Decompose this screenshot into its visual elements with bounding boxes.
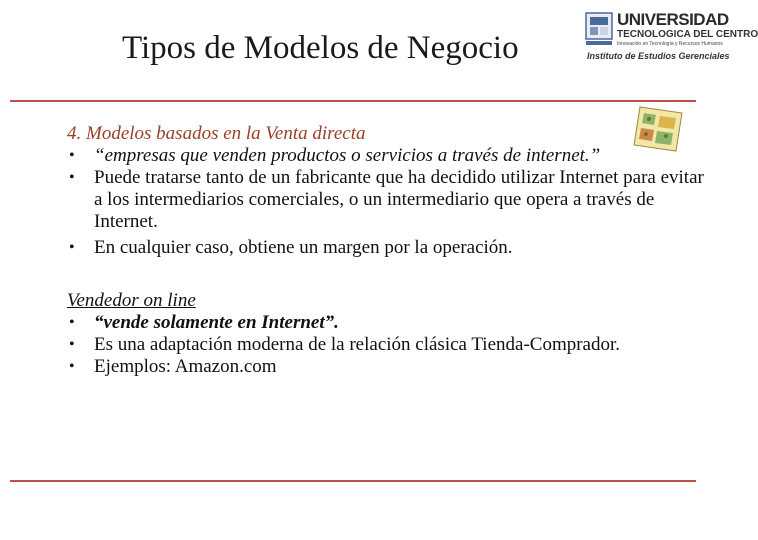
section1-heading: 4. Modelos basados en la Venta directa xyxy=(67,123,366,144)
section2-heading: Vendedor on line xyxy=(67,290,196,311)
bullet-glyph: • xyxy=(69,169,75,186)
list-item xyxy=(67,334,707,356)
bullet-text: “empresas que venden productos o servicios a través de internet.” xyxy=(94,145,601,166)
top-divider xyxy=(10,100,696,102)
university-emblem-icon xyxy=(585,12,613,46)
list-item xyxy=(67,145,707,167)
bullet-text: Ejemplos: Amazon.com xyxy=(94,356,277,377)
bullet-text: Puede tratarse tanto de un fabricante que ha decidido utilizar Internet para evitar a los intermediarios comerciales, o un intermediario que opera a través de Internet. xyxy=(94,167,704,232)
bullet-text: Es una adaptación moderna de la relación clásica Tienda-Comprador. xyxy=(94,334,621,355)
bullet-glyph: • xyxy=(69,239,75,256)
list-item xyxy=(67,167,707,233)
section2-list xyxy=(67,312,707,378)
section-gap xyxy=(67,259,707,290)
bottom-divider xyxy=(10,480,696,482)
bullet-text: En cualquier caso, obtiene un margen por la operación. xyxy=(94,237,513,258)
list-item xyxy=(67,312,707,334)
bullet-glyph: • xyxy=(69,314,75,331)
bullet-glyph: • xyxy=(69,358,75,375)
bullet-glyph: • xyxy=(69,147,75,164)
logo-name: UNIVERSIDAD xyxy=(617,10,729,29)
bullet-text: “vende solamente en Internet”. xyxy=(94,312,339,333)
logo-subtitle: TECNOLOGICA DEL CENTRO xyxy=(617,29,758,40)
slide-content xyxy=(67,123,707,378)
list-item xyxy=(67,237,707,259)
logo-tagline: Innovación en Tecnología y Recursos Humanos xyxy=(617,41,723,47)
university-logo xyxy=(585,10,758,66)
bullet-glyph: • xyxy=(69,336,75,353)
section1-list xyxy=(67,145,707,259)
logo-institute: Instituto de Estudios Gerenciales xyxy=(587,51,730,61)
slide-title: Tipos de Modelos de Negocio xyxy=(122,30,519,66)
list-item xyxy=(67,356,707,378)
